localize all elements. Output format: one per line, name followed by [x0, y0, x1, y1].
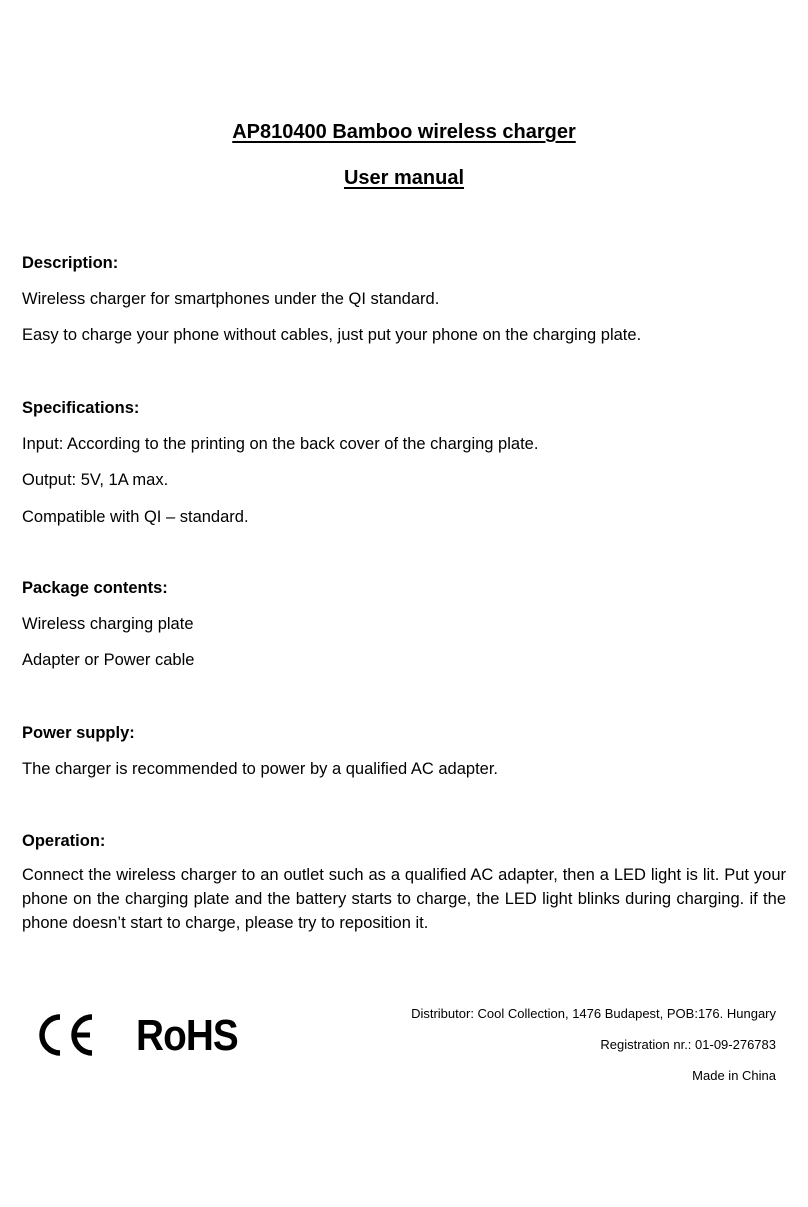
description-line: Easy to charge your phone without cables, just put your phone on the charging plate. — [22, 326, 642, 344]
power-supply-heading: Power supply: — [22, 724, 135, 742]
distributor-text: Distributor: Cool Collection, 1476 Budapest, POB:176. Hungary — [411, 1006, 776, 1021]
operation-section — [22, 830, 788, 932]
package-section — [22, 577, 788, 669]
specifications-line: Input: According to the printing on the back cover of the charging plate. — [22, 435, 539, 453]
ce-mark-icon — [38, 1012, 98, 1058]
rohs-mark: RoHS — [136, 1011, 238, 1060]
power-supply-section — [22, 722, 788, 778]
package-line: Wireless charging plate — [22, 615, 194, 633]
made-in-text: Made in China — [692, 1068, 776, 1083]
specifications-line: Compatible with QI – standard. — [22, 508, 249, 526]
specifications-line: Output: 5V, 1A max. — [22, 471, 169, 489]
registration-text: Registration nr.: 01-09-276783 — [600, 1037, 776, 1052]
document-subtitle: User manual — [343, 167, 465, 189]
specifications-section — [22, 397, 788, 526]
certification-marks — [38, 1012, 268, 1062]
description-line: Wireless charger for smartphones under the QI standard. — [22, 290, 440, 308]
operation-heading: Operation: — [22, 832, 106, 850]
description-section — [22, 252, 788, 344]
description-heading: Description: — [22, 254, 119, 272]
operation-text: Connect the wireless charger to an outlet such as a qualified AC adapter, then a LED light is lit. Put your phone on the charging plate and the battery starts to charge, the LED light blinks during charging. if the phone doesn’t start to charge, please try to reposition it. — [22, 866, 786, 932]
package-heading: Package contents: — [22, 579, 168, 597]
power-supply-line: The charger is recommended to power by a qualified AC adapter. — [22, 760, 499, 778]
specifications-heading: Specifications: — [22, 399, 140, 417]
package-line: Adapter or Power cable — [22, 651, 195, 669]
document-title: AP810400 Bamboo wireless charger — [232, 121, 576, 143]
